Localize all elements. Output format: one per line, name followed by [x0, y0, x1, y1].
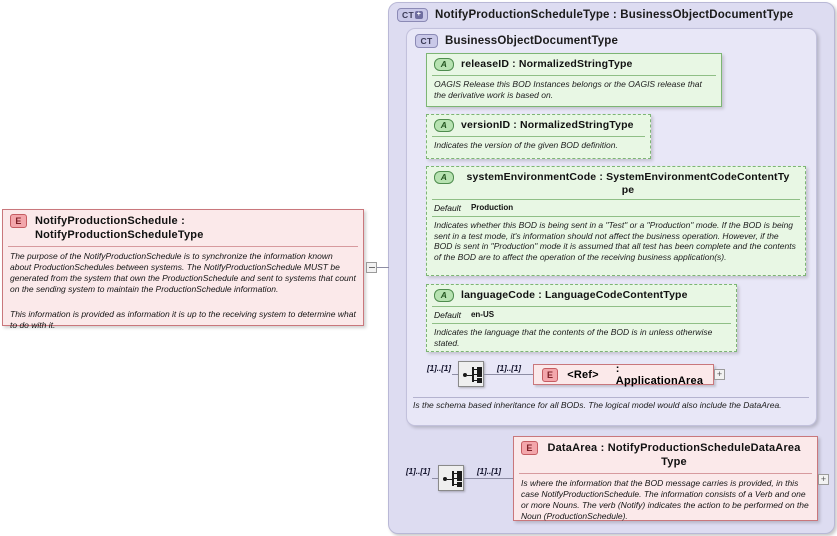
basetype-documentation: Is the schema based inheritance for all BODs. The logical model would also include the DataArea.: [413, 400, 782, 410]
element-type: NotifyProductionScheduleType: [34, 229, 204, 241]
element-title: [514, 437, 817, 473]
basetype-icon-label: CT: [420, 36, 433, 46]
element-DataArea[interactable]: [513, 436, 818, 521]
attribute-title: [427, 54, 721, 75]
attribute-default: [427, 307, 736, 323]
element-ref-ApplicationArea[interactable]: [533, 364, 714, 385]
attribute-title: [427, 285, 736, 306]
element-icon-label: E: [15, 216, 22, 226]
expand-applicationarea-button[interactable]: [714, 369, 725, 380]
element-type-line2: Type: [661, 456, 687, 468]
attribute-icon: [434, 289, 454, 302]
basetype-title: BusinessObjectDocumentType: [445, 35, 619, 47]
element-ref-name: <Ref>: [567, 368, 599, 381]
attribute-separator: :: [510, 119, 520, 131]
connector-line: [464, 478, 513, 479]
attribute-separator: :: [596, 171, 607, 183]
element-title: [3, 210, 363, 246]
attribute-default: [427, 200, 805, 216]
attribute-documentation: OAGIS Release this BOD Instances belongs or the OAGIS release that the derivative work is based on.: [434, 79, 702, 100]
element-separator: :: [597, 442, 608, 454]
element-name-type: [546, 441, 810, 469]
plus-glyph: +: [416, 11, 422, 18]
plus-icon: +: [820, 474, 827, 484]
element-name: NotifyProductionSchedule: [34, 215, 178, 227]
element-icon: [10, 214, 27, 228]
complextype-title: NotifyProductionScheduleType : BusinessObjectDocumentType: [435, 9, 794, 21]
attribute-type: SystemEnvironmentCodeContentTy pe: [606, 171, 790, 196]
basetype-header: [407, 29, 816, 48]
attribute-name: releaseID: [461, 58, 510, 70]
expand-dataarea-button[interactable]: [818, 474, 829, 485]
inner-sequence-left-cardinality: [1]..[1]: [427, 364, 451, 373]
attribute-versionID[interactable]: [426, 114, 651, 159]
attribute-icon-label: A: [440, 172, 448, 182]
attribute-icon-label: A: [440, 59, 448, 69]
inner-sequence-right-cardinality: [1]..[1]: [497, 364, 521, 373]
attribute-default-label: Default: [434, 203, 461, 213]
attribute-default-value: en-US: [470, 310, 495, 319]
sequence-node-3: [457, 482, 462, 487]
attribute-releaseID[interactable]: [426, 53, 722, 107]
sequence-icon[interactable]: [458, 361, 484, 387]
attribute-name-type: [461, 289, 730, 302]
basetype-doc-separator: [413, 397, 809, 398]
attribute-systemEnvironmentCode[interactable]: [426, 166, 806, 276]
element-documentation-2: This information is provided as information it is up to the receiving system to determine what to do with it.: [10, 309, 356, 330]
element-name-type: [35, 214, 356, 242]
attribute-icon-label: A: [440, 290, 448, 300]
attribute-default-value: Production: [470, 203, 514, 212]
element-ref-type: [616, 363, 705, 387]
attribute-name-type: [461, 171, 799, 197]
element-separator: :: [177, 215, 185, 227]
attribute-default-label: Default: [434, 310, 461, 320]
element-NotifyProductionSchedule[interactable]: [2, 209, 364, 330]
sequence-node-2: [457, 476, 462, 481]
attribute-type: NormalizedStringType: [518, 58, 633, 70]
element-ref-typename: ApplicationArea: [615, 374, 704, 387]
attribute-icon: [434, 119, 454, 132]
attribute-name: systemEnvironmentCode: [466, 171, 597, 183]
collapse-root-button[interactable]: [366, 262, 377, 273]
element-name: DataArea: [547, 442, 598, 454]
sequence-icon[interactable]: [438, 465, 464, 491]
connector-line: [484, 374, 533, 375]
element-documentation-1: The purpose of the NotifyProductionSchedule is to synchronize the information known about ProductionSchedules between systems. The NotifyProductionSchedule MUST be generated from the system that own the ProductionSchedule and sent to systems that count on the sending system to maintain the ProductionSchedule information.: [10, 251, 356, 294]
element-documentation: Is where the information that the BOD message carries is provided, in this case NotifyProductionSchedule. The information consists of a Verb and one or more Nouns. The verb (Notify) indicates the action to be performed on the Noun (ProductionSchedule).: [521, 478, 809, 521]
attribute-name: versionID: [461, 119, 511, 131]
attribute-name: languageCode: [461, 289, 536, 301]
element-type-line1: NotifyProductionScheduleDataArea: [607, 442, 801, 454]
attribute-icon: [434, 58, 454, 71]
attribute-name-type: [461, 58, 715, 71]
element-icon-label: E: [526, 443, 533, 453]
connector-line-root: [377, 267, 389, 268]
complextype-icon-label: CT: [402, 10, 414, 20]
sequence-node-3: [477, 378, 482, 383]
attribute-icon: [434, 171, 454, 184]
element-icon-label: E: [546, 369, 554, 380]
complextype-icon: [415, 34, 438, 48]
sequence-node-2: [477, 372, 482, 377]
attribute-documentation: Indicates the language that the contents of the BOD is in unless otherwise stated.: [434, 327, 713, 348]
attribute-title: [427, 115, 650, 136]
attribute-languageCode[interactable]: [426, 284, 737, 352]
minus-icon: [369, 267, 375, 268]
element-icon: [542, 368, 558, 382]
complextype-plus-icon[interactable]: [397, 8, 428, 22]
attribute-separator: :: [535, 289, 545, 301]
attribute-documentation: Indicates whether this BOD is being sent in a "Test" or a "Production" mode. If the BOD is being sent in a test mode, it's information should not affect the business operation. However, if the BOD is sent in "Production" mode it is assumed that all test has been complete and the contents of the BOD are to affect the operation of the receiving business application(s).: [434, 220, 796, 262]
outer-sequence-right-cardinality: [1]..[1]: [477, 467, 501, 476]
attribute-separator: :: [509, 58, 519, 70]
complextype-header: [389, 3, 834, 22]
attribute-documentation: Indicates the version of the given BOD definition.: [434, 140, 618, 150]
plus-icon: +: [716, 369, 723, 379]
outer-sequence-left-cardinality: [1]..[1]: [406, 467, 430, 476]
element-icon: [521, 441, 538, 455]
attribute-icon-label: A: [440, 120, 448, 130]
attribute-title: [427, 167, 805, 199]
attribute-type: NormalizedStringType: [519, 119, 634, 131]
element-ref-separator: :: [615, 362, 620, 375]
attribute-name-type: [461, 119, 644, 132]
attribute-type: LanguageCodeContentType: [544, 289, 688, 301]
